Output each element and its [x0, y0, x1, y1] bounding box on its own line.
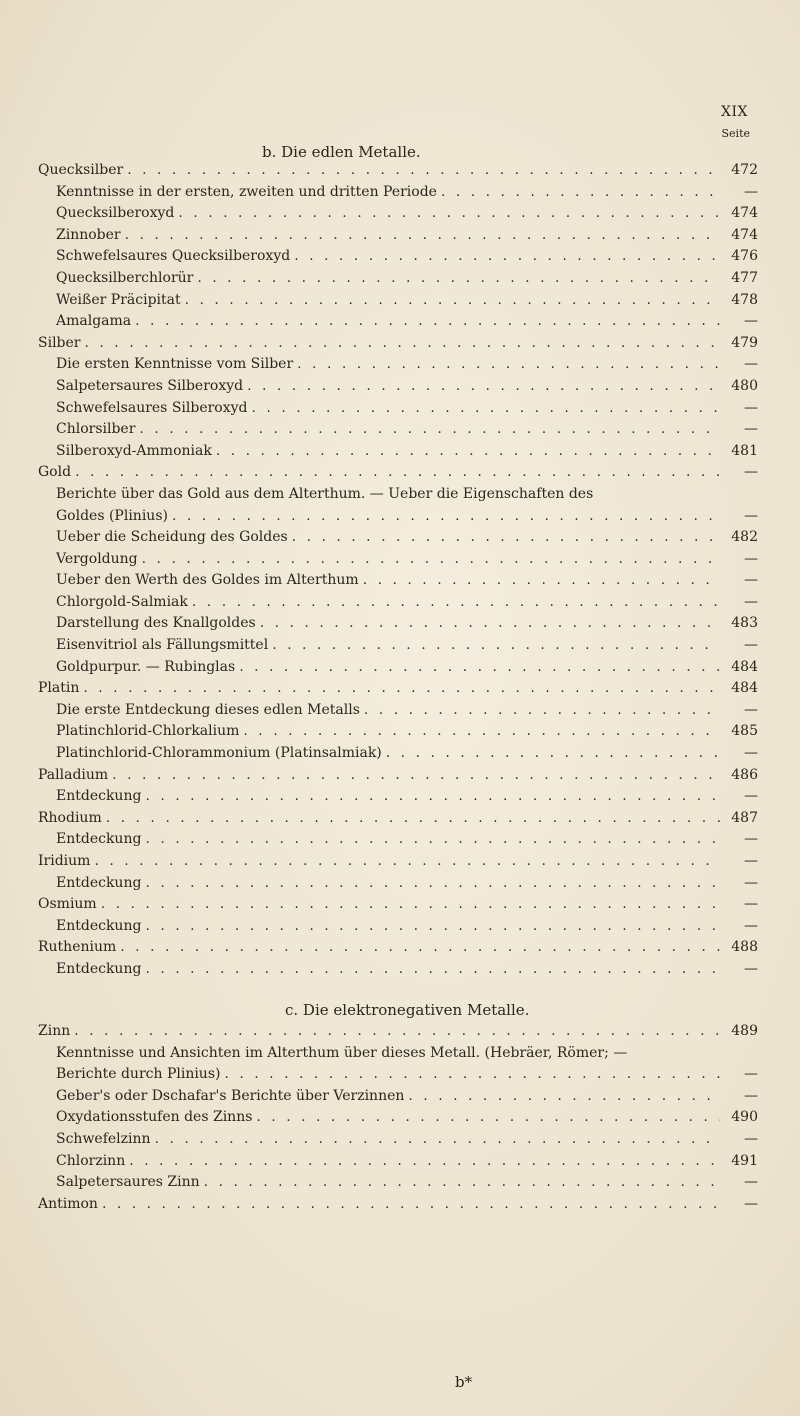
toc-entry	[38, 290, 758, 312]
toc-entry-page: —	[744, 831, 758, 848]
toc-entry-page: —	[744, 1087, 758, 1104]
toc-entry-label: Ueber den Werth des Goldes im Alterthum	[56, 572, 359, 589]
toc-entry-label: Osmium	[38, 896, 97, 913]
toc-entry-label: Chlorzinn	[56, 1152, 126, 1169]
toc-entry-label: Silberoxyd-Ammoniak	[56, 442, 212, 459]
dot-leader	[260, 613, 720, 635]
toc-entry-page: —	[744, 745, 758, 762]
toc-entry-page: 479	[731, 334, 758, 351]
toc-entry	[38, 959, 758, 981]
toc-entry-label: Chlorsilber	[56, 421, 136, 438]
toc-entry-page: —	[744, 572, 758, 589]
toc-entry	[38, 635, 758, 657]
dot-leader	[272, 635, 720, 657]
toc-entry	[38, 182, 758, 204]
toc-entry	[38, 592, 758, 614]
toc-entry	[38, 398, 758, 420]
toc-entry-label: Gold	[38, 464, 72, 481]
toc-entry-page: 490	[731, 1109, 758, 1126]
toc-entry	[38, 225, 758, 247]
toc-entry-page: —	[744, 637, 758, 654]
toc-entry-label: Weißer Präcipitat	[56, 291, 181, 308]
toc-entry-page: —	[744, 507, 758, 524]
toc-entry	[38, 441, 758, 463]
dot-leader	[142, 549, 720, 571]
toc-entry	[38, 916, 758, 938]
dot-leader	[102, 1194, 720, 1216]
dot-leader	[386, 743, 720, 765]
toc-entry-label: Entdeckung	[56, 874, 142, 891]
toc-entry-label: Eisenvitriol als Fällungsmittel	[56, 637, 269, 654]
dot-leader	[75, 462, 720, 484]
toc-entry-label: Goldes (Plinius)	[56, 507, 168, 524]
dot-leader	[216, 441, 720, 463]
dot-leader	[125, 225, 720, 247]
dot-leader	[363, 570, 720, 592]
dot-leader	[120, 937, 720, 959]
toc-entry-page: —	[744, 1174, 758, 1191]
dot-leader	[252, 398, 720, 420]
section-heading-c: c. Die elektronegativen Metalle.	[285, 1001, 530, 1019]
dot-leader	[408, 1086, 720, 1108]
toc-entry-label: Entdeckung	[56, 788, 142, 805]
toc-entry-label: Goldpurpur. — Rubinglas	[56, 658, 236, 675]
toc-entry-label: Antimon	[38, 1195, 98, 1212]
toc-entry-page: 480	[731, 377, 758, 394]
toc-entry-page: 476	[731, 248, 758, 265]
dot-leader	[224, 1064, 720, 1086]
toc-entry-page: —	[744, 1066, 758, 1083]
dot-leader	[364, 700, 720, 722]
dot-leader	[441, 182, 720, 204]
toc-entry-label: Quecksilberchlorür	[56, 269, 194, 286]
toc-entry	[38, 1086, 758, 1108]
toc-entry	[38, 873, 758, 895]
toc-entry-label: Zinnober	[56, 226, 121, 243]
toc-entry-label: Quecksilber	[38, 162, 124, 178]
dot-leader	[192, 592, 720, 614]
toc-entry	[38, 721, 758, 743]
toc-entry	[38, 527, 758, 549]
dot-leader	[135, 311, 720, 333]
dot-leader	[101, 894, 720, 916]
toc-entry-page: —	[744, 874, 758, 891]
dot-leader	[239, 657, 720, 679]
toc-list-c	[38, 1021, 758, 1215]
dot-leader	[106, 808, 720, 830]
toc-entry	[38, 1151, 758, 1173]
toc-entry	[38, 1107, 758, 1129]
toc-entry-page: —	[744, 853, 758, 869]
dot-leader	[139, 419, 720, 441]
toc-entry-page: 483	[731, 615, 758, 632]
toc-entry	[38, 894, 758, 916]
toc-entry	[38, 1021, 758, 1043]
toc-entry-label: Entdeckung	[56, 917, 142, 934]
dot-leader	[247, 376, 720, 398]
toc-entry	[38, 1172, 758, 1194]
dot-leader	[155, 1129, 720, 1151]
toc-entry	[38, 484, 758, 506]
toc-entry-page: —	[744, 550, 758, 567]
dot-leader	[94, 851, 720, 873]
toc-entry-label: Schwefelsaures Quecksilberoxyd	[56, 248, 291, 265]
toc-entry-label: Kenntnisse und Ansichten im Alterthum über dieses Metall. (Hebräer, Römer; —	[56, 1044, 628, 1061]
toc-entry-page: 485	[731, 723, 758, 740]
dot-leader	[83, 678, 720, 700]
toc-entry	[38, 1064, 758, 1086]
toc-entry-label: Platin	[38, 680, 80, 697]
toc-entry	[38, 1194, 758, 1216]
toc-entry-label: Chlorgold-Salmiak	[56, 593, 188, 610]
dot-leader	[145, 959, 720, 981]
toc-entry	[38, 678, 758, 700]
toc-entry-page: —	[744, 593, 758, 610]
dot-leader	[243, 721, 720, 743]
toc-entry	[38, 462, 758, 484]
dot-leader	[178, 203, 720, 225]
toc-entry	[38, 829, 758, 851]
toc-entry-label: Zinn	[38, 1023, 71, 1039]
toc-entry	[38, 419, 758, 441]
dot-leader	[145, 873, 720, 895]
toc-entry	[38, 851, 758, 873]
toc-entry-label: Berichte über das Gold aus dem Alterthum. — Ueber die Eigenschaften des	[56, 485, 594, 502]
toc-entry-page: —	[744, 896, 758, 913]
toc-entry-label: Ueber die Scheidung des Goldes	[56, 529, 288, 546]
toc-entry-page: 477	[731, 269, 758, 286]
toc-entry-label: Die ersten Kenntnisse vom Silber	[56, 356, 294, 373]
toc-entry	[38, 203, 758, 225]
toc-entry-label: Oxydationsstufen des Zinns	[56, 1109, 253, 1126]
toc-entry-label: Salpetersaures Zinn	[56, 1174, 200, 1191]
toc-entry-page: —	[744, 1130, 758, 1147]
toc-entry-page: —	[744, 701, 758, 718]
toc-entry	[38, 268, 758, 290]
toc-entry-page: —	[744, 960, 758, 977]
toc-entry	[38, 506, 758, 528]
toc-entry-label: Iridium	[38, 853, 91, 869]
dot-leader	[127, 160, 720, 182]
toc-entry-label: Die erste Entdeckung dieses edlen Metalls	[56, 701, 360, 718]
toc-entry-label: Geber's oder Dschafar's Berichte über Verzinnen	[56, 1087, 405, 1104]
toc-entry-page: 487	[731, 809, 758, 826]
toc-entry-page: 481	[731, 442, 758, 459]
toc-entry	[38, 160, 758, 182]
toc-entry-page: 474	[731, 226, 758, 243]
toc-entry	[38, 311, 758, 333]
toc-entry-page: 484	[731, 680, 758, 697]
toc-entry-page: —	[744, 356, 758, 373]
toc-entry	[38, 937, 758, 959]
toc-entry	[38, 700, 758, 722]
toc-entry-page: 488	[731, 939, 758, 956]
dot-leader	[197, 268, 720, 290]
toc-entry	[38, 657, 758, 679]
signature-mark: b*	[455, 1373, 473, 1391]
toc-entry-label: Schwefelsaures Silberoxyd	[56, 399, 248, 416]
toc-entry	[38, 246, 758, 268]
toc-entry-page: 486	[731, 766, 758, 783]
toc-entry	[38, 376, 758, 398]
dot-leader	[256, 1107, 720, 1129]
section-heading-b: b. Die edlen Metalle.	[262, 143, 421, 161]
dot-leader	[294, 246, 720, 268]
dot-leader	[129, 1151, 720, 1173]
toc-entry-label: Salpetersaures Silberoxyd	[56, 377, 244, 394]
toc-entry-label: Darstellung des Knallgoldes	[56, 615, 256, 632]
toc-entry	[38, 549, 758, 571]
toc-entry	[38, 808, 758, 830]
dot-leader	[145, 916, 720, 938]
toc-entry-label: Platinchlorid-Chlorammonium (Platinsalmiak)	[56, 745, 382, 762]
toc-entry-label: Quecksilberoxyd	[56, 205, 175, 222]
toc-entry	[38, 1129, 758, 1151]
toc-entry-page: —	[744, 421, 758, 438]
toc-entry-page: —	[744, 399, 758, 416]
toc-entry	[38, 765, 758, 787]
toc-entry-label: Palladium	[38, 766, 109, 783]
dot-leader	[297, 354, 720, 376]
dot-leader	[185, 290, 720, 312]
toc-entry	[38, 354, 758, 376]
toc-entry-label: Vergoldung	[56, 550, 138, 567]
toc-entry-label: Amalgama	[56, 313, 132, 330]
toc-entry-page: 474	[731, 205, 758, 222]
toc-entry-page: 489	[731, 1023, 758, 1039]
toc-entry-label: Ruthenium	[38, 939, 117, 956]
toc-entry-page: —	[744, 788, 758, 805]
toc-entry	[38, 743, 758, 765]
toc-entry-page: 478	[731, 291, 758, 308]
roman-page-number: XIX	[721, 104, 748, 120]
dot-leader	[112, 765, 720, 787]
seite-column-label: Seite	[721, 127, 750, 140]
dot-leader	[85, 333, 721, 355]
toc-entry	[38, 613, 758, 635]
toc-entry-page: 472	[731, 162, 758, 178]
toc-entry	[38, 1043, 758, 1065]
dot-leader	[292, 527, 720, 549]
toc-entry-label: Entdeckung	[56, 831, 142, 848]
toc-entry-label: Berichte durch Plinius)	[56, 1066, 221, 1083]
toc-entry-page: 484	[731, 658, 758, 675]
dot-leader	[204, 1172, 720, 1194]
toc-entry-page: 491	[731, 1152, 758, 1169]
toc-entry-page: —	[744, 464, 758, 481]
toc-entry-page: —	[744, 1195, 758, 1212]
toc-entry-page: —	[744, 917, 758, 934]
dot-leader	[145, 786, 720, 808]
toc-entry-label: Platinchlorid-Chlorkalium	[56, 723, 240, 740]
toc-entry	[38, 333, 758, 355]
dot-leader	[145, 829, 720, 851]
toc-entry	[38, 570, 758, 592]
dot-leader	[74, 1021, 720, 1043]
dot-leader	[172, 506, 720, 528]
toc-entry-label: Silber	[38, 334, 81, 351]
toc-entry-label: Schwefelzinn	[56, 1130, 151, 1147]
toc-entry	[38, 786, 758, 808]
toc-entry-page: 482	[731, 529, 758, 546]
toc-entry-label: Kenntnisse in der ersten, zweiten und dritten Periode	[56, 183, 437, 200]
toc-entry-page: —	[744, 183, 758, 200]
toc-entry-page: —	[744, 313, 758, 330]
toc-list-b	[38, 160, 758, 981]
toc-entry-label: Entdeckung	[56, 960, 142, 977]
toc-entry-label: Rhodium	[38, 809, 102, 826]
